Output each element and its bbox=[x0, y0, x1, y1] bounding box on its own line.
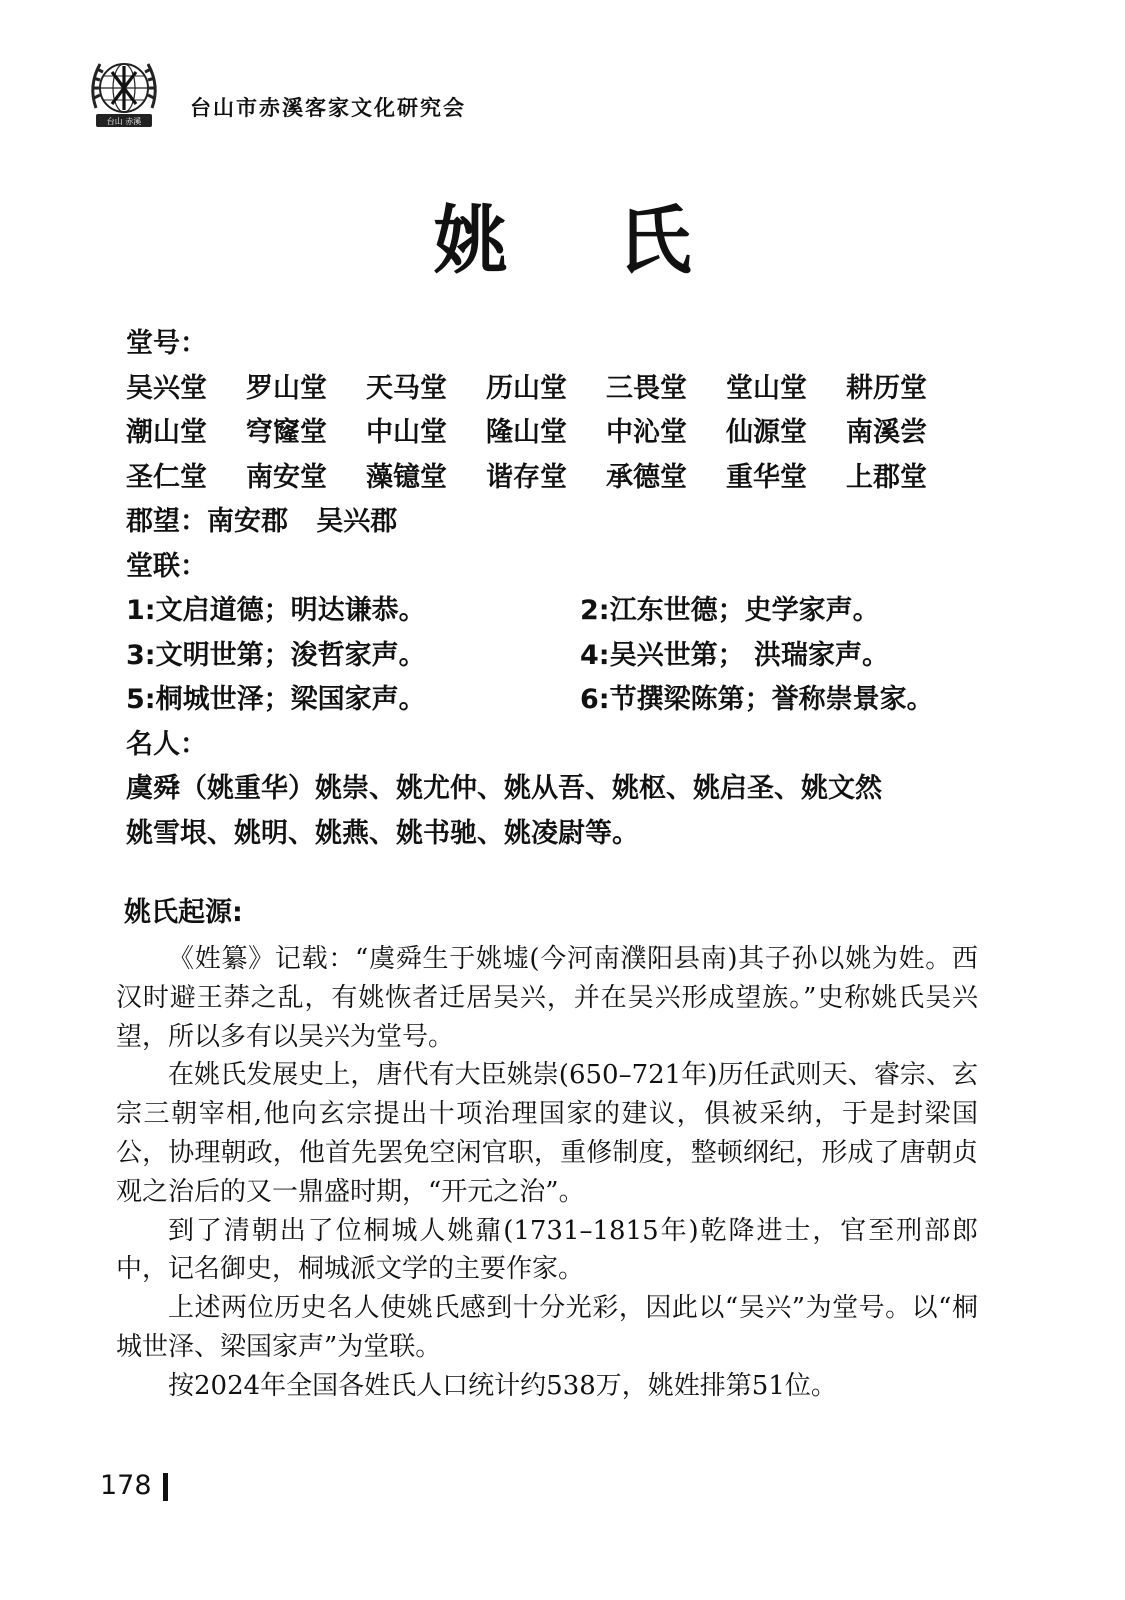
origin-body bbox=[116, 940, 978, 1406]
famous-line-1: 虞舜（姚重华）姚崇、姚尤仲、姚从吾、姚枢、姚启圣、姚文然 bbox=[126, 773, 882, 804]
hall-name: 耕历堂 bbox=[846, 372, 927, 404]
title-char-2: 氏 bbox=[617, 198, 692, 284]
hall-name: 谐存堂 bbox=[486, 461, 567, 493]
halls-list bbox=[126, 367, 1026, 501]
paragraph: 《姓纂》记载：“虞舜生于姚墟(今河南濮阳县南)其子孙以姚为姓。西汉时避王莽之乱，有姚恢者迁居吴兴，并在吴兴形成望族。”史称姚氏吴兴望，所以多有以吴兴为堂号。 bbox=[116, 944, 978, 1052]
couplet: 2:江东世德；史学家声。 bbox=[580, 595, 880, 626]
hall-name: 历山堂 bbox=[486, 372, 567, 404]
junwang-label: 郡望： bbox=[126, 506, 207, 537]
hall-name: 中山堂 bbox=[366, 417, 447, 448]
couplet: 4:吴兴世第； 洪瑞家声。 bbox=[580, 639, 889, 671]
hall-name: 罗山堂 bbox=[246, 372, 327, 404]
page-number: 178 bbox=[100, 1470, 152, 1501]
couplet-row bbox=[126, 634, 1026, 679]
hall-name: 潮山堂 bbox=[126, 417, 207, 448]
famous-people bbox=[126, 723, 1026, 857]
hall-name: 天马堂 bbox=[366, 372, 447, 404]
junwang-line bbox=[126, 500, 1026, 545]
hall-name: 隆山堂 bbox=[486, 417, 567, 448]
hall-name: 吴兴堂 bbox=[126, 372, 207, 404]
hall-name: 圣仁堂 bbox=[126, 461, 207, 493]
paragraph: 上述两位历史名人使姚氏感到十分光彩，因此以“吴兴”为堂号。以“桐城世泽、梁国家声”为堂联。 bbox=[116, 1293, 978, 1362]
paragraph: 按2024年全国各姓氏人口统计约538万，姚姓排第51位。 bbox=[168, 1370, 837, 1401]
page-number-bar bbox=[163, 1473, 168, 1501]
hall-name: 仙源堂 bbox=[726, 417, 807, 448]
title-char-1: 姚 bbox=[433, 198, 508, 284]
halls-row bbox=[126, 411, 1026, 456]
couplet: 6:节撰梁陈第；誉称崇景家。 bbox=[580, 684, 934, 715]
couplet-row bbox=[126, 678, 1026, 723]
hall-name: 南溪尝 bbox=[846, 417, 927, 448]
paragraph: 在姚氏发展史上，唐代有大臣姚崇(650–721年)历任武则天、睿宗、玄宗三朝宰相,他向玄宗提出十项治理国家的建议，俱被采纳，于是封梁国公，协理朝政，他首先罢免空闲官职，重修制度，整顿纲纪，形成了唐朝贞观之治后的又一鼎盛时期，“开元之治”。 bbox=[116, 1060, 978, 1207]
hall-name: 南安堂 bbox=[246, 461, 327, 493]
couplet: 5:桐城世泽；梁国家声。 bbox=[126, 684, 426, 715]
paragraph: 到了清朝出了位桐城人姚鼐(1731–1815年)乾降进士，官至刑部郎中，记名御史，桐城派文学的主要作家。 bbox=[116, 1215, 978, 1285]
couplets-label: 堂联： bbox=[126, 550, 207, 582]
halls-label: 堂号： bbox=[126, 328, 207, 359]
hall-name: 上郡堂 bbox=[846, 461, 927, 493]
hall-name: 穹窿堂 bbox=[246, 417, 327, 448]
couplets-list bbox=[126, 589, 1026, 723]
hall-name: 重华堂 bbox=[726, 461, 807, 493]
halls-row bbox=[126, 456, 1026, 501]
hall-name: 藻镱堂 bbox=[366, 461, 447, 493]
surname-info bbox=[126, 322, 1026, 856]
page-title bbox=[0, 182, 1125, 288]
origin-heading: 姚氏起源: bbox=[124, 897, 243, 928]
couplet-row bbox=[126, 589, 1026, 634]
couplet: 1:文启道德；明达谦恭。 bbox=[126, 595, 426, 626]
page-header bbox=[86, 52, 646, 142]
hall-name: 中沁堂 bbox=[606, 417, 687, 448]
hall-name: 堂山堂 bbox=[726, 372, 807, 404]
hall-name: 三畏堂 bbox=[606, 372, 687, 404]
organization-name: 台山市赤溪客家文化研究会 bbox=[190, 95, 466, 120]
junwang-value: 南安郡 吴兴郡 bbox=[207, 506, 398, 537]
famous-label: 名人： bbox=[126, 728, 207, 760]
couplet: 3:文明世第；浚哲家声。 bbox=[126, 639, 426, 671]
famous-line-2: 姚雪垠、姚明、姚燕、姚书驰、姚凌尉等。 bbox=[126, 817, 639, 849]
hall-name: 承德堂 bbox=[606, 461, 687, 493]
halls-row bbox=[126, 367, 1026, 412]
laurel-wreath-emblem-icon bbox=[86, 52, 162, 134]
svg-text:台山 赤溪: 台山 赤溪 bbox=[106, 117, 142, 126]
